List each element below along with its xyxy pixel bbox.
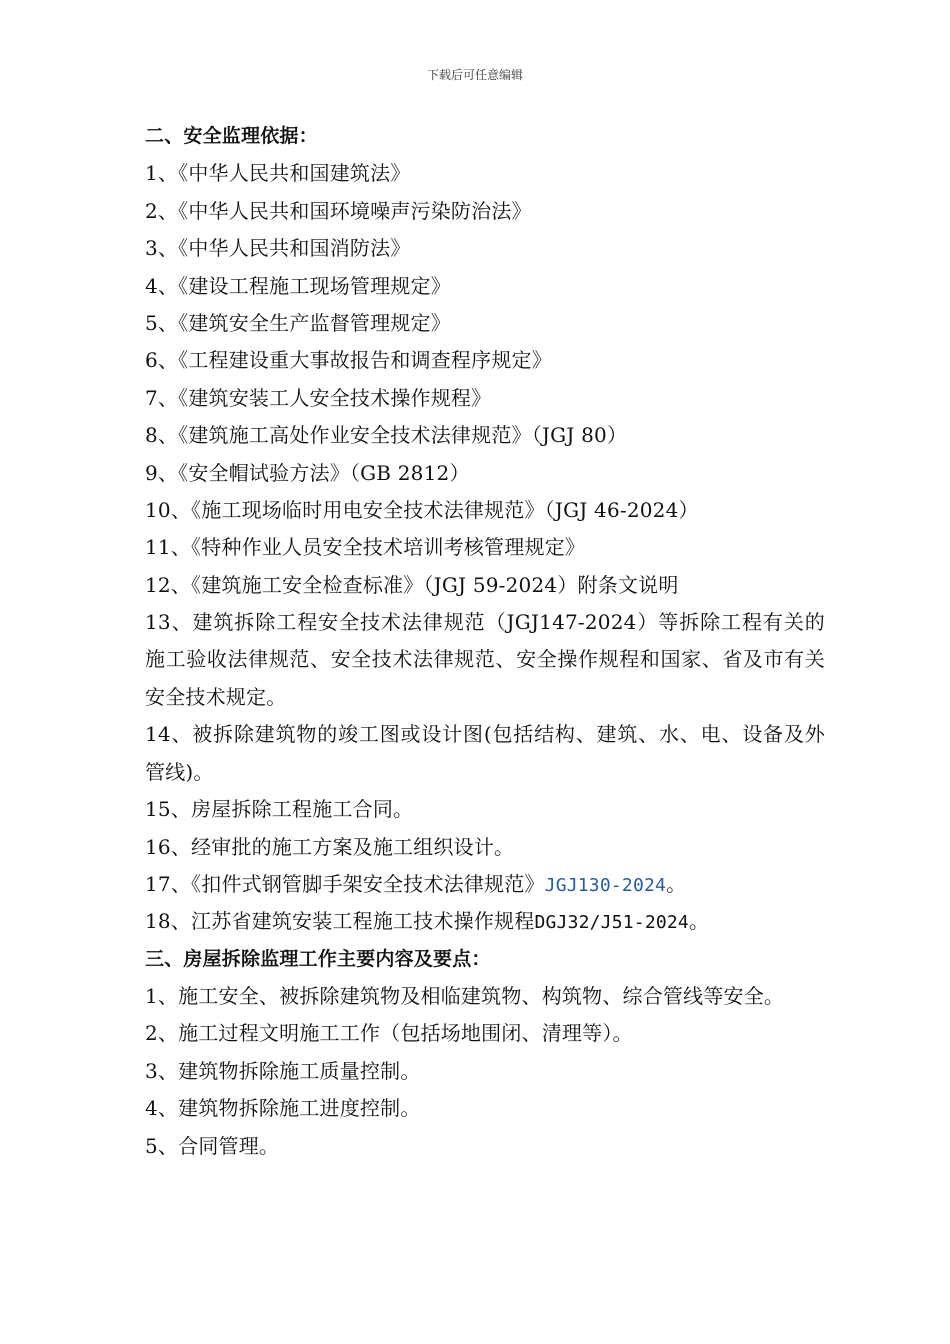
item18-text: 18、江苏省建筑安装工程施工技术操作规程 xyxy=(145,909,535,934)
list-item: 11、《特种作业人员安全技术培训考核管理规定》 xyxy=(145,535,586,560)
list-item-16: 16、经审批的施工方案及施工组织设计。 xyxy=(145,834,515,859)
list-item-15: 15、房屋拆除工程施工合同。 xyxy=(145,797,414,822)
list-item: 4、《建设工程施工现场管理规定》 xyxy=(145,273,451,298)
item18-suffix: 。 xyxy=(688,909,710,934)
list-item-13: 13、建筑拆除工程安全技术法律规范（JGJ147-2024）等拆除工程有关的施工验收法律规范、安全技术法律规范、安全操作规程和国家、省及市有关安全技术规定。 xyxy=(145,610,825,709)
list-item: 5、《建筑安全生产监督管理规定》 xyxy=(145,310,451,335)
content-item: 4、建筑物拆除施工进度控制。 xyxy=(145,1096,421,1121)
page-header: 下载后可任意编辑 xyxy=(426,68,523,82)
item17-suffix: 。 xyxy=(666,871,687,896)
content-item-1: 1、施工安全、被拆除建筑物及相临建筑物、构筑物、综合管线等安全。 xyxy=(145,984,785,1009)
list-item: 8、《建筑施工高处作业安全技术法律规范》（JGJ 80） xyxy=(145,423,628,448)
list-item-18 xyxy=(145,903,825,940)
list-item: 6、《工程建设重大事故报告和调查程序规定》 xyxy=(145,348,552,373)
list-item: 12、《建筑施工安全检查标准》（JGJ 59-2024）附条文说明 xyxy=(145,572,679,597)
section-heading-content: 三、房屋拆除监理工作主要内容及要点： xyxy=(145,947,491,970)
section-heading-basis: 二、安全监理依据： xyxy=(145,125,318,147)
document-body xyxy=(145,118,825,1165)
list-item: 2、《中华人民共和国环境噪声污染防治法》 xyxy=(145,198,532,223)
list-item: 10、《施工现场临时用电安全技术法律规范》（JGJ 46-2024） xyxy=(145,497,699,522)
standard-code: DGJ32/J51-2024 xyxy=(534,912,689,934)
list-item: 1、《中华人民共和国建筑法》 xyxy=(145,161,411,186)
list-item-17 xyxy=(145,866,825,903)
list-item: 9、《安全帽试验方法》（GB 2812） xyxy=(145,460,470,485)
content-item: 2、施工过程文明施工工作（包括场地围闭、清理等）。 xyxy=(145,1021,633,1046)
content-item: 5、合同管理。 xyxy=(145,1133,280,1158)
content-item: 3、建筑物拆除施工质量控制。 xyxy=(145,1058,421,1083)
list-item: 7、《建筑安装工人安全技术操作规程》 xyxy=(145,385,492,410)
item17-text: 17、《扣件式钢管脚手架安全技术法律规范》 xyxy=(145,871,545,896)
list-item-14: 14、被拆除建筑物的竣工图或设计图(包括结构、建筑、水、电、设备及外管线)。 xyxy=(145,722,825,784)
standard-code-link: JGJ130-2024 xyxy=(544,874,667,896)
list-item: 3、《中华人民共和国消防法》 xyxy=(145,236,411,261)
